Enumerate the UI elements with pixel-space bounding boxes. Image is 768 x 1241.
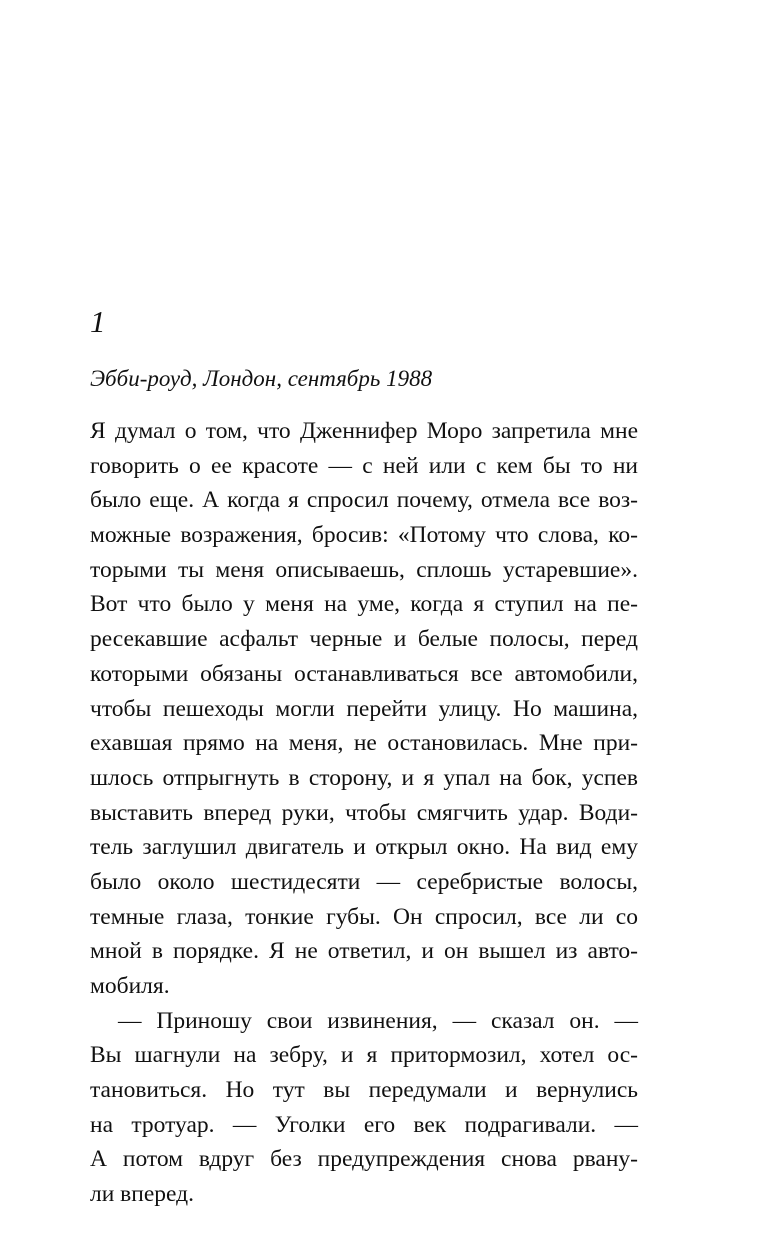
chapter-number: 1 (90, 304, 106, 339)
paragraph-1 (90, 414, 638, 1004)
text-line: на тротуар. — Уголки его век подрагивали. — (90, 1111, 638, 1138)
text-line: А потом вдруг без предупреждения снова рвану- (90, 1146, 638, 1173)
text-line: которыми обязаны останавливаться все автомобили, (90, 660, 638, 687)
text-line: Вот что было у меня на уме, когда я ступил на пе- (90, 591, 638, 618)
text-line: чтобы пешеходы могли перейти улицу. Но машина, (90, 695, 638, 722)
text-line: ехавшая прямо на меня, не остановилась. Мне при- (90, 730, 638, 757)
text-line: мной в порядке. Я не ответил, и он вышел из авто- (90, 938, 638, 965)
text-line: Я думал о том, что Дженнифер Моро запретила мне (90, 418, 638, 444)
text-line: торыми ты меня описываешь, сплошь устаревшие». (90, 556, 638, 583)
text-line: говорить о ее красоте — с ней или с кем бы то ни (90, 452, 638, 479)
text-line: шлось отпрыгнуть в сторону, и я упал на бок, успев (90, 764, 638, 791)
chapter-subtitle: Эбби-роуд, Лондон, сентябрь 1988 (90, 366, 433, 391)
text-line: было еще. А когда я спросил почему, отмела все воз- (90, 487, 638, 514)
text-line: ресекавшие асфальт черные и белые полосы, перед (90, 626, 638, 653)
text-line: было около шестидесяти — серебристые волосы, (90, 868, 638, 895)
text-line: тель заглушил двигатель и открыл окно. На вид ему (90, 834, 638, 861)
text-line: тановиться. Но тут вы передумали и вернулись (90, 1077, 638, 1104)
text-line: ли вперед. (90, 1181, 194, 1208)
paragraph-2 (90, 1004, 638, 1212)
text-line: можные возражения, бросив: «Потому что слова, ко- (90, 522, 638, 549)
text-line: — Приношу свои извинения, — сказал он. — (118, 1007, 638, 1034)
text-line: темные глаза, тонкие губы. Он спросил, все ли со (90, 903, 638, 930)
body-text (90, 414, 638, 1212)
text-line: мобиля. (90, 973, 170, 999)
text-line: Вы шагнули на зебру, и я притормозил, хотел ос- (90, 1042, 638, 1069)
text-line: выставить вперед руки, чтобы смягчить удар. Води- (90, 799, 638, 826)
